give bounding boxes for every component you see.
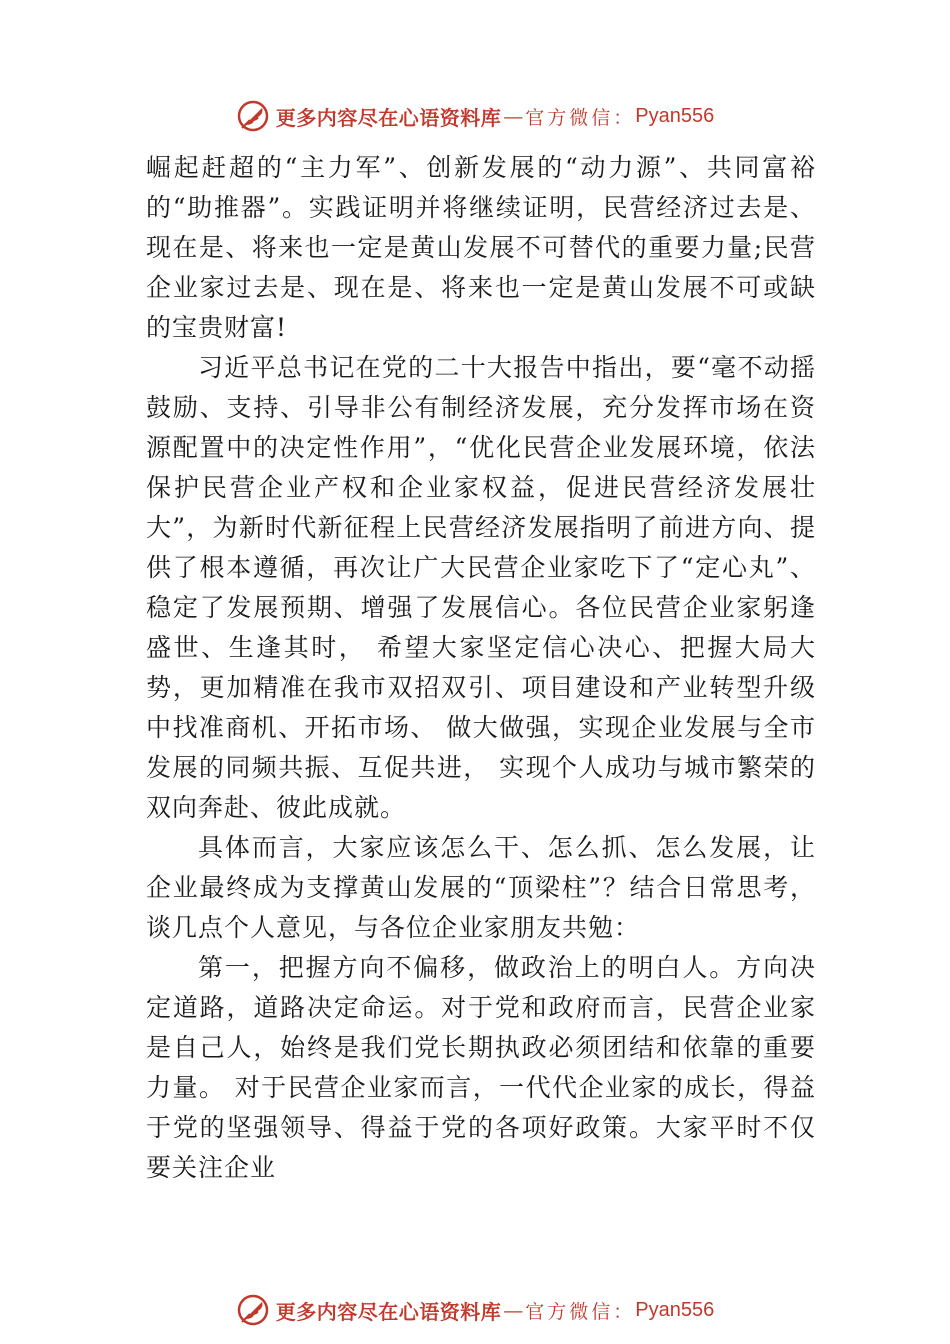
banner-wechat-label: 官方微信： [525,1300,636,1323]
banner-wechat-label: 官方微信： [525,106,636,129]
banner-dash: — [503,104,524,128]
paragraph-4: 第一，把握方向不偏移，做政治上的明白人。方向决定道路，道路决定命运。对于党和政府而言，民营企业家是自己人，始终是我们党长期执政必须团结和依靠的重要力量。 对于民营企业家而言，一代代企业家的成长，得益于党的坚强领导、得益于党的各项好政策。大家平时不仅要关注企业 [146,953,816,1182]
paragraph-2: 习近平总书记在党的二十大报告中指出，要“毫不动摇鼓励、支持、引导非公有制经济发展，充分发挥市场在资源配置中的决定性作用”，“优化民营企业发展环境，依法保护民营企业产权和企业家权益，促进民营经济发展壮大”，为新时代新征程上民营经济发展指明了前进方向、提供了根本遵循，再次让广大民营企业家吃下了“定心丸”、稳定了发展预期、增强了发展信心。各位民营企业家躬逢盛世、生逢其时， 希望大家坚定信心决心、把握大局大势，更加精准在我市双招双引、项目建设和产业转型升级中找准商机、开拓市场、 做大做强，实现企业发展与全市发展的同频共振、互促共进， 实现个人成功与城市繁荣的双向奔赴、彼此成就。 [146,353,816,822]
feather-pen-logo-icon [236,99,270,133]
banner-main-text: 更多内容尽在心语资料库 [275,105,502,130]
header-banner [0,96,950,136]
feather-pen-logo-icon [236,1293,270,1327]
paragraph-1: 崛起赶超的“主力军”、创新发展的“动力源”、共同富裕的“助推器”。实践证明并将继续证明，民营经济过去是、现在是、将来也一定是黄山发展不可替代的重要力量;民营企业家过去是、现在是、将来也一定是黄山发展不可或缺的宝贵财富! [146,153,816,342]
document-body [146,148,816,1188]
paragraph-3: 具体而言，大家应该怎么干、怎么抓、怎么发展，让企业最终成为支撑黄山发展的“顶梁柱”？结合日常思考，谈几点个人意见，与各位企业家朋友共勉： [146,833,816,942]
banner-main-text: 更多内容尽在心语资料库 [275,1299,502,1324]
banner-dash: — [503,1298,524,1322]
banner-wechat-id: Pyan556 [635,104,715,127]
banner-wechat-id: Pyan556 [635,1298,715,1321]
footer-banner [0,1290,950,1330]
